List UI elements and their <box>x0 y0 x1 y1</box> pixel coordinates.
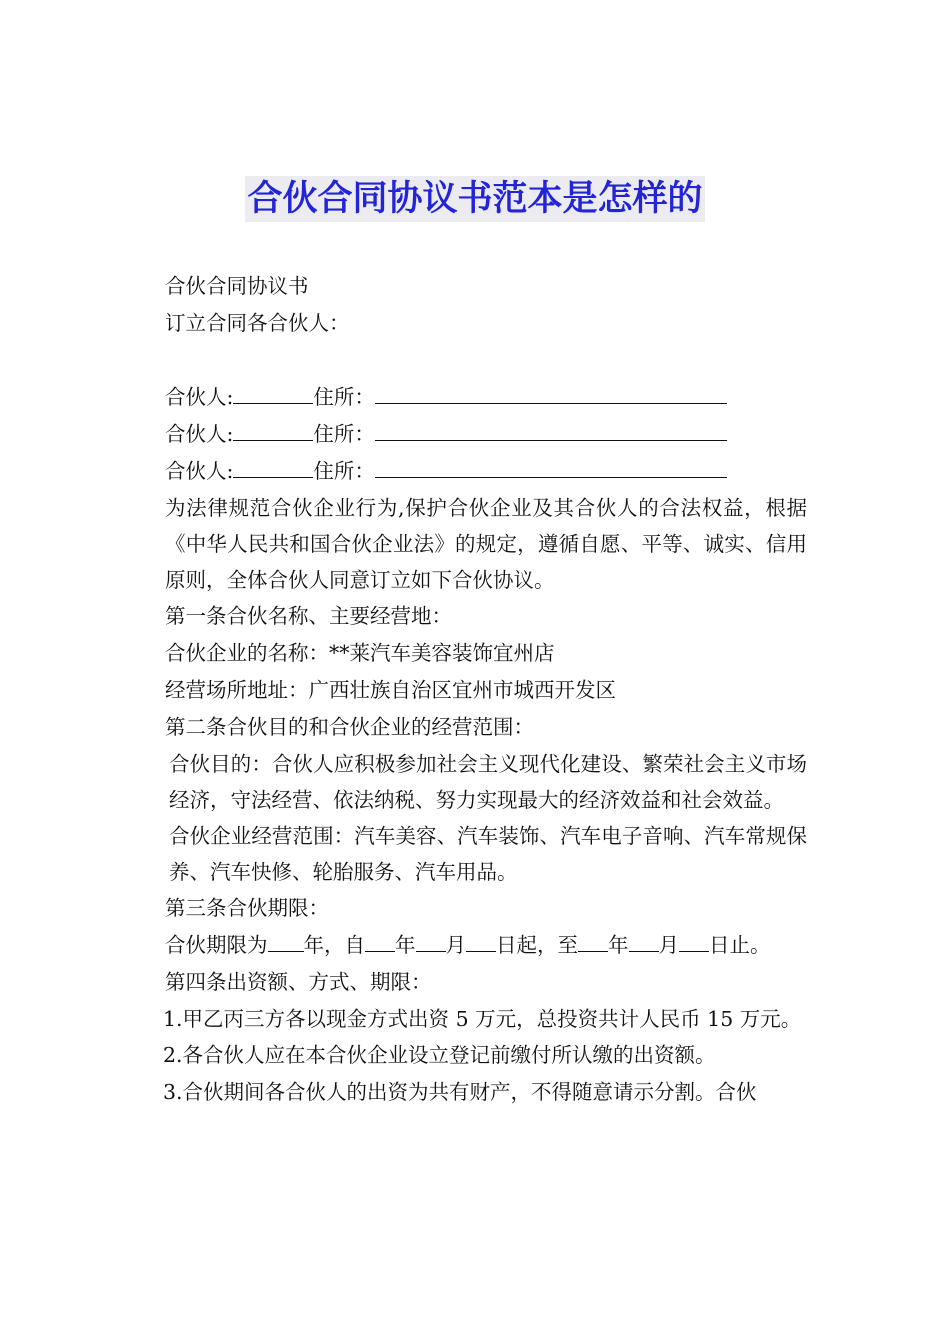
term-text: 年 <box>395 933 416 957</box>
term-text: 年 <box>608 933 629 957</box>
term-text: 年，自 <box>303 933 365 957</box>
partner-address-blank <box>375 476 727 478</box>
item-2: 2.各合伙人应在本合伙企业设立登记前缴付所认缴的出资额。 <box>163 1043 716 1067</box>
partner-name-blank <box>233 402 313 404</box>
preamble-paragraph: 为法律规范合伙企业行为,保护合伙企业及其合伙人的合法权益，根据《中华人民共和国合伙企业法》的规定，遵循自愿、平等、诚实、信用原则，全体合伙人同意订立如下合伙协议。 <box>165 496 807 592</box>
address-label: 住所： <box>313 459 375 483</box>
blank-line <box>145 342 807 379</box>
end-month-blank <box>629 950 659 952</box>
end-day-blank <box>679 950 709 952</box>
address-label: 住所： <box>313 422 375 446</box>
term-text: 月 <box>658 933 679 957</box>
term-line <box>145 927 807 964</box>
term-text: 月 <box>445 933 466 957</box>
scope-paragraph: 合伙企业经营范围：汽车美容、汽车装饰、汽车电子音响、汽车常规保养、汽车快修、轮胎服务、汽车用品。 <box>169 824 807 884</box>
article-1-title: 第一条合伙名称、主要经营地： <box>165 604 452 628</box>
term-text: 日起，至 <box>496 933 578 957</box>
partner-label: 合伙人: <box>165 459 234 483</box>
document-body <box>145 268 807 1111</box>
term-text: 日止。 <box>709 933 771 957</box>
parties-intro: 订立合同各合伙人： <box>165 311 350 335</box>
partner-address-blank <box>375 402 727 404</box>
partner-line <box>145 379 807 416</box>
company-name: 合伙企业的名称：**莱汽车美容装饰宜州店 <box>165 641 555 665</box>
article-2-title: 第二条合伙目的和合伙企业的经营范围： <box>165 715 534 739</box>
partner-name-blank <box>233 476 313 478</box>
partner-line <box>145 453 807 490</box>
purpose-paragraph: 合伙目的：合伙人应积极参加社会主义现代化建设、繁荣社会主义市场经济，守法经营、依法纳税、努力实现最大的经济效益和社会效益。 <box>169 752 807 812</box>
article-4-title: 第四条出资额、方式、期限： <box>165 970 432 994</box>
document-title: 合伙合同协议书范本是怎样的 <box>245 176 704 222</box>
business-address: 经营场所地址：广西壮族自治区宜州市城西开发区 <box>165 678 616 702</box>
document-title-wrap <box>0 176 950 222</box>
contract-heading: 合伙合同协议书 <box>165 274 309 298</box>
partner-label: 合伙人: <box>165 422 234 446</box>
partner-line <box>145 416 807 453</box>
start-month-blank <box>416 950 446 952</box>
term-years-blank <box>268 950 304 952</box>
term-text: 合伙期限为 <box>165 933 268 957</box>
article-3-title: 第三条合伙期限： <box>165 896 329 920</box>
item-3: 3.合伙期间各合伙人的出资为共有财产，不得随意请示分割。合伙 <box>163 1080 757 1104</box>
start-day-blank <box>466 950 496 952</box>
start-year-blank <box>365 950 395 952</box>
partner-label: 合伙人: <box>165 385 234 409</box>
partner-address-blank <box>375 439 727 441</box>
address-label: 住所： <box>313 385 375 409</box>
end-year-blank <box>578 950 608 952</box>
item-1: 1.甲乙丙三方各以现金方式出资 5 万元，总投资共计人民币 15 万元。 <box>163 1007 802 1031</box>
partner-name-blank <box>233 439 313 441</box>
